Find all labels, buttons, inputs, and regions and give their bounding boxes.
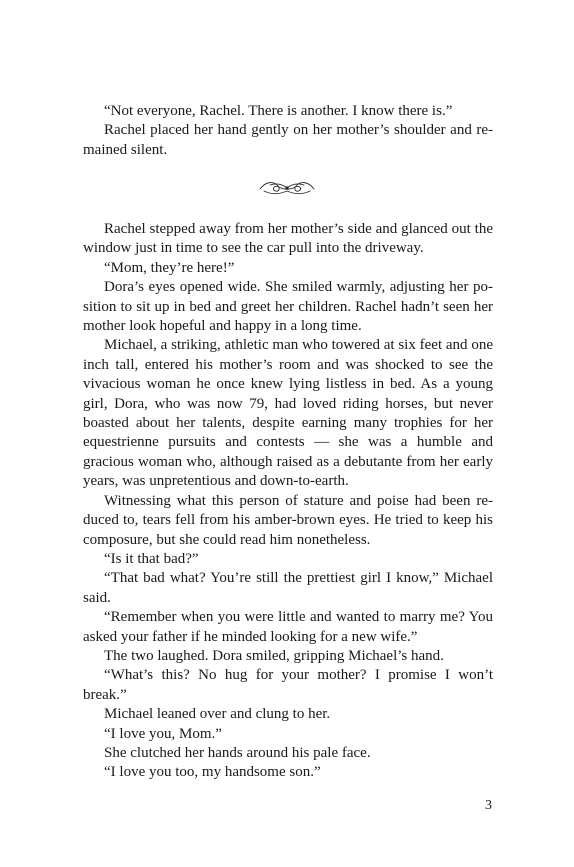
paragraph: She clutched her hands around his pale face. [104,744,371,761]
page-number: 3 [485,798,492,813]
text-block-before-break [83,102,493,160]
paragraph: “What’s this? No hug for your mother? I promise I won’t break.” [83,667,493,703]
paragraph: “I love you, Mom.” [104,725,222,742]
paragraph: “That bad what? You’re still the prettiest girl I know,” Michael said. [83,570,493,606]
paragraph: “I love you too, my handsome son.” [104,764,321,781]
scroll-flourish-icon [258,177,316,199]
paragraph: Dora’s eyes opened wide. She smiled warmly, adjusting her position to sit up in bed and greet her children. Rachel hadn’t seen her mother look hopeful and happy in a long time. [83,279,493,335]
paragraph: The two laughed. Dora smiled, gripping Michael’s hand. [104,647,444,664]
paragraph: Witnessing what this person of stature and poise had been reduced to, tears fell from his amber-brown eyes. He tried to keep his composure, but she could read him nonetheless. [83,492,493,548]
paragraph: “Mom, they’re here!” [104,259,235,276]
paragraph: Rachel stepped away from her mother’s side and glanced out the window just in time to see the car pull into the driveway. [83,221,493,257]
paragraph: Michael leaned over and clung to her. [104,706,331,723]
paragraph: “Remember when you were little and wanted to marry me? You asked your father if he minded looking for a new wife.” [83,609,493,645]
paragraph: “Not everyone, Rachel. There is another. I know there is.” [104,103,453,119]
paragraph: Michael, a striking, athletic man who towered at six feet and one inch tall, entered his mother’s room and was shocked to see the vivacious woman he once knew lying listless in bed. As a young girl, Dora, who was now 79, had loved riding horses, but never boasted about her talents, despite earning many trophies for her equestrienne pursuits and contests — she was a humble and gracious woman who, although raised as a debutante from her early years, was unpretentious and down-to-earth. [83,337,493,490]
paragraph: “Is it that bad?” [104,550,199,567]
text-block-after-break [83,220,493,783]
paragraph: Rachel placed her hand gently on her mother’s shoulder and remained silent. [83,122,493,158]
